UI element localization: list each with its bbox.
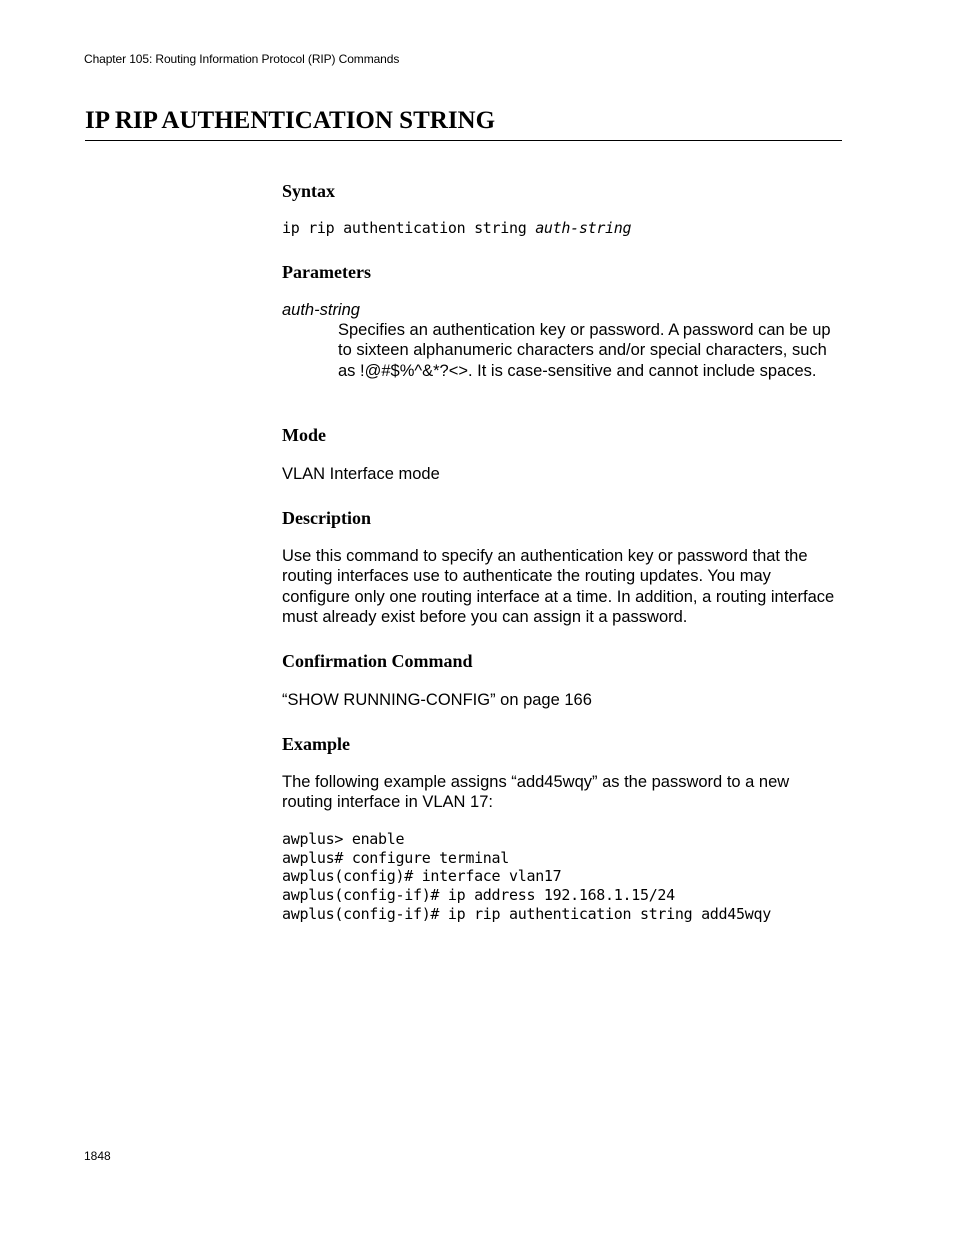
confirmation-link[interactable]: “SHOW RUNNING-CONFIG” on page 166	[282, 691, 592, 709]
title-rule	[85, 140, 842, 141]
example-intro: The following example assigns “add45wqy” as the password to a new routing interface in VLAN 17:	[282, 773, 790, 812]
parameter-name: auth-string	[282, 301, 360, 319]
page-title: IP RIP AUTHENTICATION STRING	[85, 107, 496, 134]
syntax-argument: auth-string	[535, 219, 632, 237]
page-number: 1848	[84, 1149, 111, 1163]
code-line: awplus(config)# interface vlan17	[282, 867, 562, 886]
parameter-item	[282, 300, 842, 381]
code-line: awplus(config-if)# ip address 192.168.1.15/24	[282, 886, 675, 905]
parameter-description: Specifies an authentication key or password. A password can be up to sixteen alphanumeric characters and/or special characters, such as !@#$%^&*?<>. It is case-sensitive and cannot include spaces.	[338, 321, 831, 380]
description-text: Use this command to specify an authentication key or password that the routing interfaces use to authenticate the routing updates. You may configure only one routing interface at a time. In addition, a routing interface must already exist before you can assign it a password.	[282, 547, 835, 626]
code-line: awplus# configure terminal	[282, 848, 510, 867]
confirmation-heading: Confirmation Command	[282, 651, 473, 671]
description-heading: Description	[282, 508, 371, 528]
mode-text: VLAN Interface mode	[282, 465, 440, 483]
parameters-heading: Parameters	[282, 262, 371, 282]
example-heading: Example	[282, 734, 351, 754]
syntax-command-text: ip rip authentication string	[282, 219, 536, 237]
syntax-heading: Syntax	[282, 181, 336, 201]
syntax-command	[282, 219, 842, 238]
example-code-block	[282, 830, 842, 924]
code-line: awplus(config-if)# ip rip authentication string add45wqy	[282, 904, 771, 923]
running-header: Chapter 105: Routing Information Protocol (RIP) Commands	[84, 52, 400, 66]
mode-heading: Mode	[282, 425, 326, 445]
code-line: awplus> enable	[282, 830, 405, 848]
